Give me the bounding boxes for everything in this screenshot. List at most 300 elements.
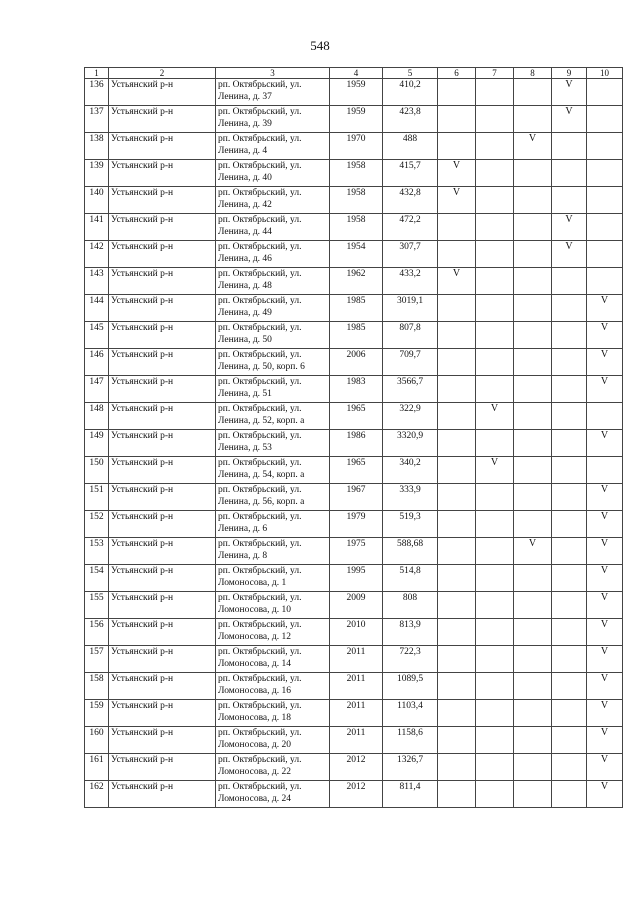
mark-cell-7 — [476, 268, 514, 295]
mark-cell-6 — [438, 619, 476, 646]
table-row — [85, 700, 623, 727]
row-number-cell: 161 — [85, 754, 109, 781]
mark-cell-6 — [438, 214, 476, 241]
mark-cell-7 — [476, 187, 514, 214]
address-line-1: рп. Октябрьский, ул. — [218, 620, 302, 630]
mark-cell-7 — [476, 79, 514, 106]
row-number-cell: 146 — [85, 349, 109, 376]
table-row — [85, 241, 623, 268]
table-row — [85, 295, 623, 322]
address-cell — [216, 673, 330, 700]
mark-cell-8 — [514, 295, 552, 322]
address-line-2: Ломоносова, д. 20 — [218, 740, 291, 750]
year-cell: 1959 — [330, 79, 383, 106]
address-line-2: Ленина, д. 4 — [218, 146, 268, 156]
table-row — [85, 133, 623, 160]
address-cell — [216, 349, 330, 376]
table-row — [85, 403, 623, 430]
mark-cell-9 — [552, 457, 587, 484]
area-cell: 811,4 — [383, 781, 438, 808]
address-cell — [216, 241, 330, 268]
table-row — [85, 187, 623, 214]
area-cell: 340,2 — [383, 457, 438, 484]
address-line-2: Ленина, д. 50, корп. 6 — [218, 362, 305, 372]
mark-cell-6 — [438, 457, 476, 484]
address-line-1: рп. Октябрьский, ул. — [218, 80, 302, 90]
address-line-1: рп. Октябрьский, ул. — [218, 701, 302, 711]
mark-cell-10: V — [587, 754, 623, 781]
district-cell: Устьянский р-н — [109, 646, 216, 673]
district-cell: Устьянский р-н — [109, 754, 216, 781]
table-row — [85, 673, 623, 700]
table-row — [85, 619, 623, 646]
row-number-cell: 152 — [85, 511, 109, 538]
column-header: 1 — [85, 68, 109, 79]
address-line-2: Ленина, д. 6 — [218, 524, 268, 534]
mark-cell-7 — [476, 133, 514, 160]
mark-cell-10: V — [587, 430, 623, 457]
area-cell: 1326,7 — [383, 754, 438, 781]
table-row — [85, 457, 623, 484]
area-cell: 588,68 — [383, 538, 438, 565]
mark-cell-10 — [587, 79, 623, 106]
mark-cell-6 — [438, 322, 476, 349]
mark-cell-8 — [514, 781, 552, 808]
year-cell: 1985 — [330, 322, 383, 349]
area-cell: 3566,7 — [383, 376, 438, 403]
year-cell: 2012 — [330, 754, 383, 781]
mark-cell-6 — [438, 565, 476, 592]
address-line-2: Ленина, д. 51 — [218, 389, 272, 399]
district-cell: Устьянский р-н — [109, 457, 216, 484]
address-line-1: рп. Октябрьский, ул. — [218, 269, 302, 279]
year-cell: 2011 — [330, 700, 383, 727]
table-row — [85, 646, 623, 673]
table-row — [85, 106, 623, 133]
address-cell — [216, 457, 330, 484]
address-cell — [216, 295, 330, 322]
area-cell: 722,3 — [383, 646, 438, 673]
mark-cell-8 — [514, 106, 552, 133]
column-header: 10 — [587, 68, 623, 79]
address-line-1: рп. Октябрьский, ул. — [218, 323, 302, 333]
address-cell — [216, 511, 330, 538]
address-line-1: рп. Октябрьский, ул. — [218, 755, 302, 765]
mark-cell-8 — [514, 268, 552, 295]
mark-cell-9 — [552, 268, 587, 295]
mark-cell-7 — [476, 673, 514, 700]
year-cell: 1965 — [330, 403, 383, 430]
district-cell: Устьянский р-н — [109, 160, 216, 187]
area-cell: 333,9 — [383, 484, 438, 511]
row-number-cell: 158 — [85, 673, 109, 700]
mark-cell-8 — [514, 214, 552, 241]
district-cell: Устьянский р-н — [109, 187, 216, 214]
table-row — [85, 376, 623, 403]
mark-cell-7 — [476, 592, 514, 619]
table-row — [85, 484, 623, 511]
address-line-1: рп. Октябрьский, ул. — [218, 377, 302, 387]
mark-cell-7 — [476, 295, 514, 322]
district-cell: Устьянский р-н — [109, 700, 216, 727]
mark-cell-7 — [476, 160, 514, 187]
mark-cell-7: V — [476, 457, 514, 484]
year-cell: 2006 — [330, 349, 383, 376]
year-cell: 1967 — [330, 484, 383, 511]
row-number-cell: 162 — [85, 781, 109, 808]
mark-cell-8: V — [514, 538, 552, 565]
row-number-cell: 154 — [85, 565, 109, 592]
mark-cell-6 — [438, 106, 476, 133]
mark-cell-8 — [514, 79, 552, 106]
address-line-2: Ломоносова, д. 16 — [218, 686, 291, 696]
address-line-2: Ленина, д. 40 — [218, 173, 272, 183]
mark-cell-10 — [587, 160, 623, 187]
column-header: 5 — [383, 68, 438, 79]
mark-cell-6: V — [438, 160, 476, 187]
mark-cell-10: V — [587, 700, 623, 727]
mark-cell-10: V — [587, 484, 623, 511]
area-cell: 307,7 — [383, 241, 438, 268]
address-cell — [216, 268, 330, 295]
mark-cell-10: V — [587, 376, 623, 403]
mark-cell-6 — [438, 673, 476, 700]
mark-cell-10 — [587, 214, 623, 241]
year-cell: 1983 — [330, 376, 383, 403]
page-number: 548 — [310, 38, 330, 53]
mark-cell-8: V — [514, 133, 552, 160]
address-line-2: Ломоносова, д. 1 — [218, 578, 287, 588]
area-cell: 432,8 — [383, 187, 438, 214]
district-cell: Устьянский р-н — [109, 565, 216, 592]
area-cell: 472,2 — [383, 214, 438, 241]
address-cell — [216, 727, 330, 754]
address-line-1: рп. Октябрьский, ул. — [218, 134, 302, 144]
district-cell: Устьянский р-н — [109, 592, 216, 619]
mark-cell-7 — [476, 700, 514, 727]
district-cell: Устьянский р-н — [109, 376, 216, 403]
year-cell: 1958 — [330, 160, 383, 187]
mark-cell-8 — [514, 322, 552, 349]
mark-cell-10 — [587, 241, 623, 268]
address-cell — [216, 214, 330, 241]
mark-cell-9 — [552, 565, 587, 592]
address-line-1: рп. Октябрьский, ул. — [218, 593, 302, 603]
year-cell: 1962 — [330, 268, 383, 295]
mark-cell-6 — [438, 700, 476, 727]
year-cell: 2011 — [330, 727, 383, 754]
address-line-1: рп. Октябрьский, ул. — [218, 350, 302, 360]
address-line-2: Ленина, д. 49 — [218, 308, 272, 318]
mark-cell-6 — [438, 430, 476, 457]
address-line-1: рп. Октябрьский, ул. — [218, 161, 302, 171]
mark-cell-8 — [514, 187, 552, 214]
mark-cell-10 — [587, 457, 623, 484]
address-line-2: Ленина, д. 44 — [218, 227, 272, 237]
mark-cell-6 — [438, 592, 476, 619]
column-header: 8 — [514, 68, 552, 79]
mark-cell-6 — [438, 754, 476, 781]
mark-cell-9 — [552, 700, 587, 727]
mark-cell-9 — [552, 673, 587, 700]
district-cell: Устьянский р-н — [109, 538, 216, 565]
row-number-cell: 159 — [85, 700, 109, 727]
table-row — [85, 160, 623, 187]
mark-cell-10 — [587, 106, 623, 133]
column-header: 7 — [476, 68, 514, 79]
address-cell — [216, 160, 330, 187]
area-cell: 519,3 — [383, 511, 438, 538]
mark-cell-7 — [476, 565, 514, 592]
area-cell: 423,8 — [383, 106, 438, 133]
area-cell: 3320,9 — [383, 430, 438, 457]
mark-cell-8 — [514, 349, 552, 376]
address-line-2: Ленина, д. 42 — [218, 200, 272, 210]
mark-cell-9 — [552, 349, 587, 376]
mark-cell-9: V — [552, 79, 587, 106]
address-cell — [216, 565, 330, 592]
district-cell: Устьянский р-н — [109, 673, 216, 700]
mark-cell-9 — [552, 538, 587, 565]
row-number-cell: 155 — [85, 592, 109, 619]
area-cell: 3019,1 — [383, 295, 438, 322]
row-number-cell: 137 — [85, 106, 109, 133]
address-line-1: рп. Октябрьский, ул. — [218, 647, 302, 657]
mark-cell-6 — [438, 403, 476, 430]
mark-cell-9 — [552, 619, 587, 646]
address-line-1: рп. Октябрьский, ул. — [218, 539, 302, 549]
year-cell: 2011 — [330, 673, 383, 700]
address-line-1: рп. Октябрьский, ул. — [218, 188, 302, 198]
mark-cell-9 — [552, 133, 587, 160]
address-cell — [216, 322, 330, 349]
mark-cell-10: V — [587, 619, 623, 646]
address-line-1: рп. Октябрьский, ул. — [218, 215, 302, 225]
row-number-cell: 140 — [85, 187, 109, 214]
district-cell: Устьянский р-н — [109, 241, 216, 268]
area-cell: 514,8 — [383, 565, 438, 592]
district-cell: Устьянский р-н — [109, 322, 216, 349]
mark-cell-7 — [476, 781, 514, 808]
mark-cell-7 — [476, 484, 514, 511]
mark-cell-6: V — [438, 187, 476, 214]
mark-cell-10 — [587, 403, 623, 430]
year-cell: 2009 — [330, 592, 383, 619]
mark-cell-7 — [476, 430, 514, 457]
mark-cell-9 — [552, 781, 587, 808]
address-line-1: рп. Октябрьский, ул. — [218, 485, 302, 495]
mark-cell-7 — [476, 241, 514, 268]
mark-cell-8 — [514, 484, 552, 511]
mark-cell-9 — [552, 727, 587, 754]
row-number-cell: 149 — [85, 430, 109, 457]
mark-cell-9 — [552, 511, 587, 538]
district-cell: Устьянский р-н — [109, 106, 216, 133]
mark-cell-6 — [438, 538, 476, 565]
year-cell: 1979 — [330, 511, 383, 538]
mark-cell-8 — [514, 619, 552, 646]
row-number-cell: 156 — [85, 619, 109, 646]
mark-cell-9 — [552, 754, 587, 781]
address-line-2: Ломоносова, д. 14 — [218, 659, 291, 669]
address-cell — [216, 430, 330, 457]
address-line-2: Ломоносова, д. 18 — [218, 713, 291, 723]
address-cell — [216, 106, 330, 133]
address-line-2: Ленина, д. 46 — [218, 254, 272, 264]
table-row — [85, 322, 623, 349]
mark-cell-7 — [476, 619, 514, 646]
address-line-1: рп. Октябрьский, ул. — [218, 512, 302, 522]
district-cell: Устьянский р-н — [109, 511, 216, 538]
row-number-cell: 145 — [85, 322, 109, 349]
mark-cell-10: V — [587, 727, 623, 754]
column-header: 3 — [216, 68, 330, 79]
district-cell: Устьянский р-н — [109, 79, 216, 106]
address-cell — [216, 700, 330, 727]
mark-cell-10 — [587, 133, 623, 160]
table-row — [85, 349, 623, 376]
area-cell: 322,9 — [383, 403, 438, 430]
row-number-cell: 151 — [85, 484, 109, 511]
mark-cell-9 — [552, 160, 587, 187]
address-cell — [216, 79, 330, 106]
mark-cell-8 — [514, 673, 552, 700]
district-cell: Устьянский р-н — [109, 727, 216, 754]
mark-cell-9 — [552, 403, 587, 430]
row-number-cell: 157 — [85, 646, 109, 673]
year-cell: 1995 — [330, 565, 383, 592]
mark-cell-10: V — [587, 295, 623, 322]
table-row — [85, 430, 623, 457]
mark-cell-6: V — [438, 268, 476, 295]
mark-cell-6 — [438, 376, 476, 403]
year-cell: 2011 — [330, 646, 383, 673]
mark-cell-6 — [438, 646, 476, 673]
mark-cell-8 — [514, 700, 552, 727]
address-line-2: Ленина, д. 50 — [218, 335, 272, 345]
address-cell — [216, 538, 330, 565]
address-cell — [216, 646, 330, 673]
mark-cell-9 — [552, 187, 587, 214]
address-line-2: Ломоносова, д. 12 — [218, 632, 291, 642]
mark-cell-8 — [514, 376, 552, 403]
district-cell: Устьянский р-н — [109, 295, 216, 322]
row-number-cell: 144 — [85, 295, 109, 322]
row-number-cell: 142 — [85, 241, 109, 268]
table-body — [85, 68, 623, 808]
area-cell: 488 — [383, 133, 438, 160]
mark-cell-9: V — [552, 106, 587, 133]
year-cell: 1965 — [330, 457, 383, 484]
address-line-2: Ленина, д. 48 — [218, 281, 272, 291]
address-line-1: рп. Октябрьский, ул. — [218, 296, 302, 306]
mark-cell-9 — [552, 376, 587, 403]
area-cell: 808 — [383, 592, 438, 619]
year-cell: 1958 — [330, 187, 383, 214]
mark-cell-6 — [438, 295, 476, 322]
table-header-row — [85, 68, 623, 79]
address-line-1: рп. Октябрьский, ул. — [218, 107, 302, 117]
mark-cell-10: V — [587, 511, 623, 538]
address-cell — [216, 187, 330, 214]
address-line-2: Ленина, д. 54, корп. а — [218, 470, 305, 480]
address-line-1: рп. Октябрьский, ул. — [218, 431, 302, 441]
row-number-cell: 160 — [85, 727, 109, 754]
row-number-cell: 138 — [85, 133, 109, 160]
year-cell: 1985 — [330, 295, 383, 322]
district-cell: Устьянский р-н — [109, 349, 216, 376]
year-cell: 1970 — [330, 133, 383, 160]
district-cell: Устьянский р-н — [109, 781, 216, 808]
mark-cell-7 — [476, 754, 514, 781]
row-number-cell: 143 — [85, 268, 109, 295]
address-cell — [216, 484, 330, 511]
mark-cell-7 — [476, 322, 514, 349]
row-number-cell: 148 — [85, 403, 109, 430]
address-line-1: рп. Октябрьский, ул. — [218, 566, 302, 576]
mark-cell-8 — [514, 457, 552, 484]
year-cell: 2012 — [330, 781, 383, 808]
row-number-cell: 141 — [85, 214, 109, 241]
housing-table — [84, 67, 623, 808]
address-line-2: Ленина, д. 53 — [218, 443, 272, 453]
area-cell: 807,8 — [383, 322, 438, 349]
table-row — [85, 268, 623, 295]
mark-cell-7 — [476, 646, 514, 673]
mark-cell-6 — [438, 781, 476, 808]
mark-cell-10: V — [587, 565, 623, 592]
area-cell: 1158,6 — [383, 727, 438, 754]
mark-cell-7 — [476, 214, 514, 241]
row-number-cell: 147 — [85, 376, 109, 403]
district-cell: Устьянский р-н — [109, 403, 216, 430]
address-line-1: рп. Октябрьский, ул. — [218, 458, 302, 468]
mark-cell-8 — [514, 403, 552, 430]
address-line-1: рп. Октябрьский, ул. — [218, 674, 302, 684]
district-cell: Устьянский р-н — [109, 268, 216, 295]
mark-cell-7 — [476, 376, 514, 403]
column-header: 9 — [552, 68, 587, 79]
address-cell — [216, 781, 330, 808]
mark-cell-8 — [514, 646, 552, 673]
mark-cell-6 — [438, 241, 476, 268]
mark-cell-8 — [514, 592, 552, 619]
address-cell — [216, 592, 330, 619]
address-line-2: Ленина, д. 56, корп. а — [218, 497, 305, 507]
table-row — [85, 592, 623, 619]
row-number-cell: 150 — [85, 457, 109, 484]
mark-cell-10: V — [587, 349, 623, 376]
district-cell: Устьянский р-н — [109, 133, 216, 160]
mark-cell-9 — [552, 592, 587, 619]
mark-cell-7 — [476, 106, 514, 133]
table-row — [85, 754, 623, 781]
mark-cell-7: V — [476, 403, 514, 430]
address-line-2: Ломоносова, д. 24 — [218, 794, 291, 804]
table-row — [85, 511, 623, 538]
mark-cell-8 — [514, 160, 552, 187]
mark-cell-6 — [438, 349, 476, 376]
mark-cell-10 — [587, 268, 623, 295]
mark-cell-9 — [552, 322, 587, 349]
mark-cell-10: V — [587, 592, 623, 619]
table-row — [85, 79, 623, 106]
area-cell: 709,7 — [383, 349, 438, 376]
mark-cell-8 — [514, 241, 552, 268]
year-cell: 1959 — [330, 106, 383, 133]
area-cell: 813,9 — [383, 619, 438, 646]
mark-cell-10 — [587, 187, 623, 214]
